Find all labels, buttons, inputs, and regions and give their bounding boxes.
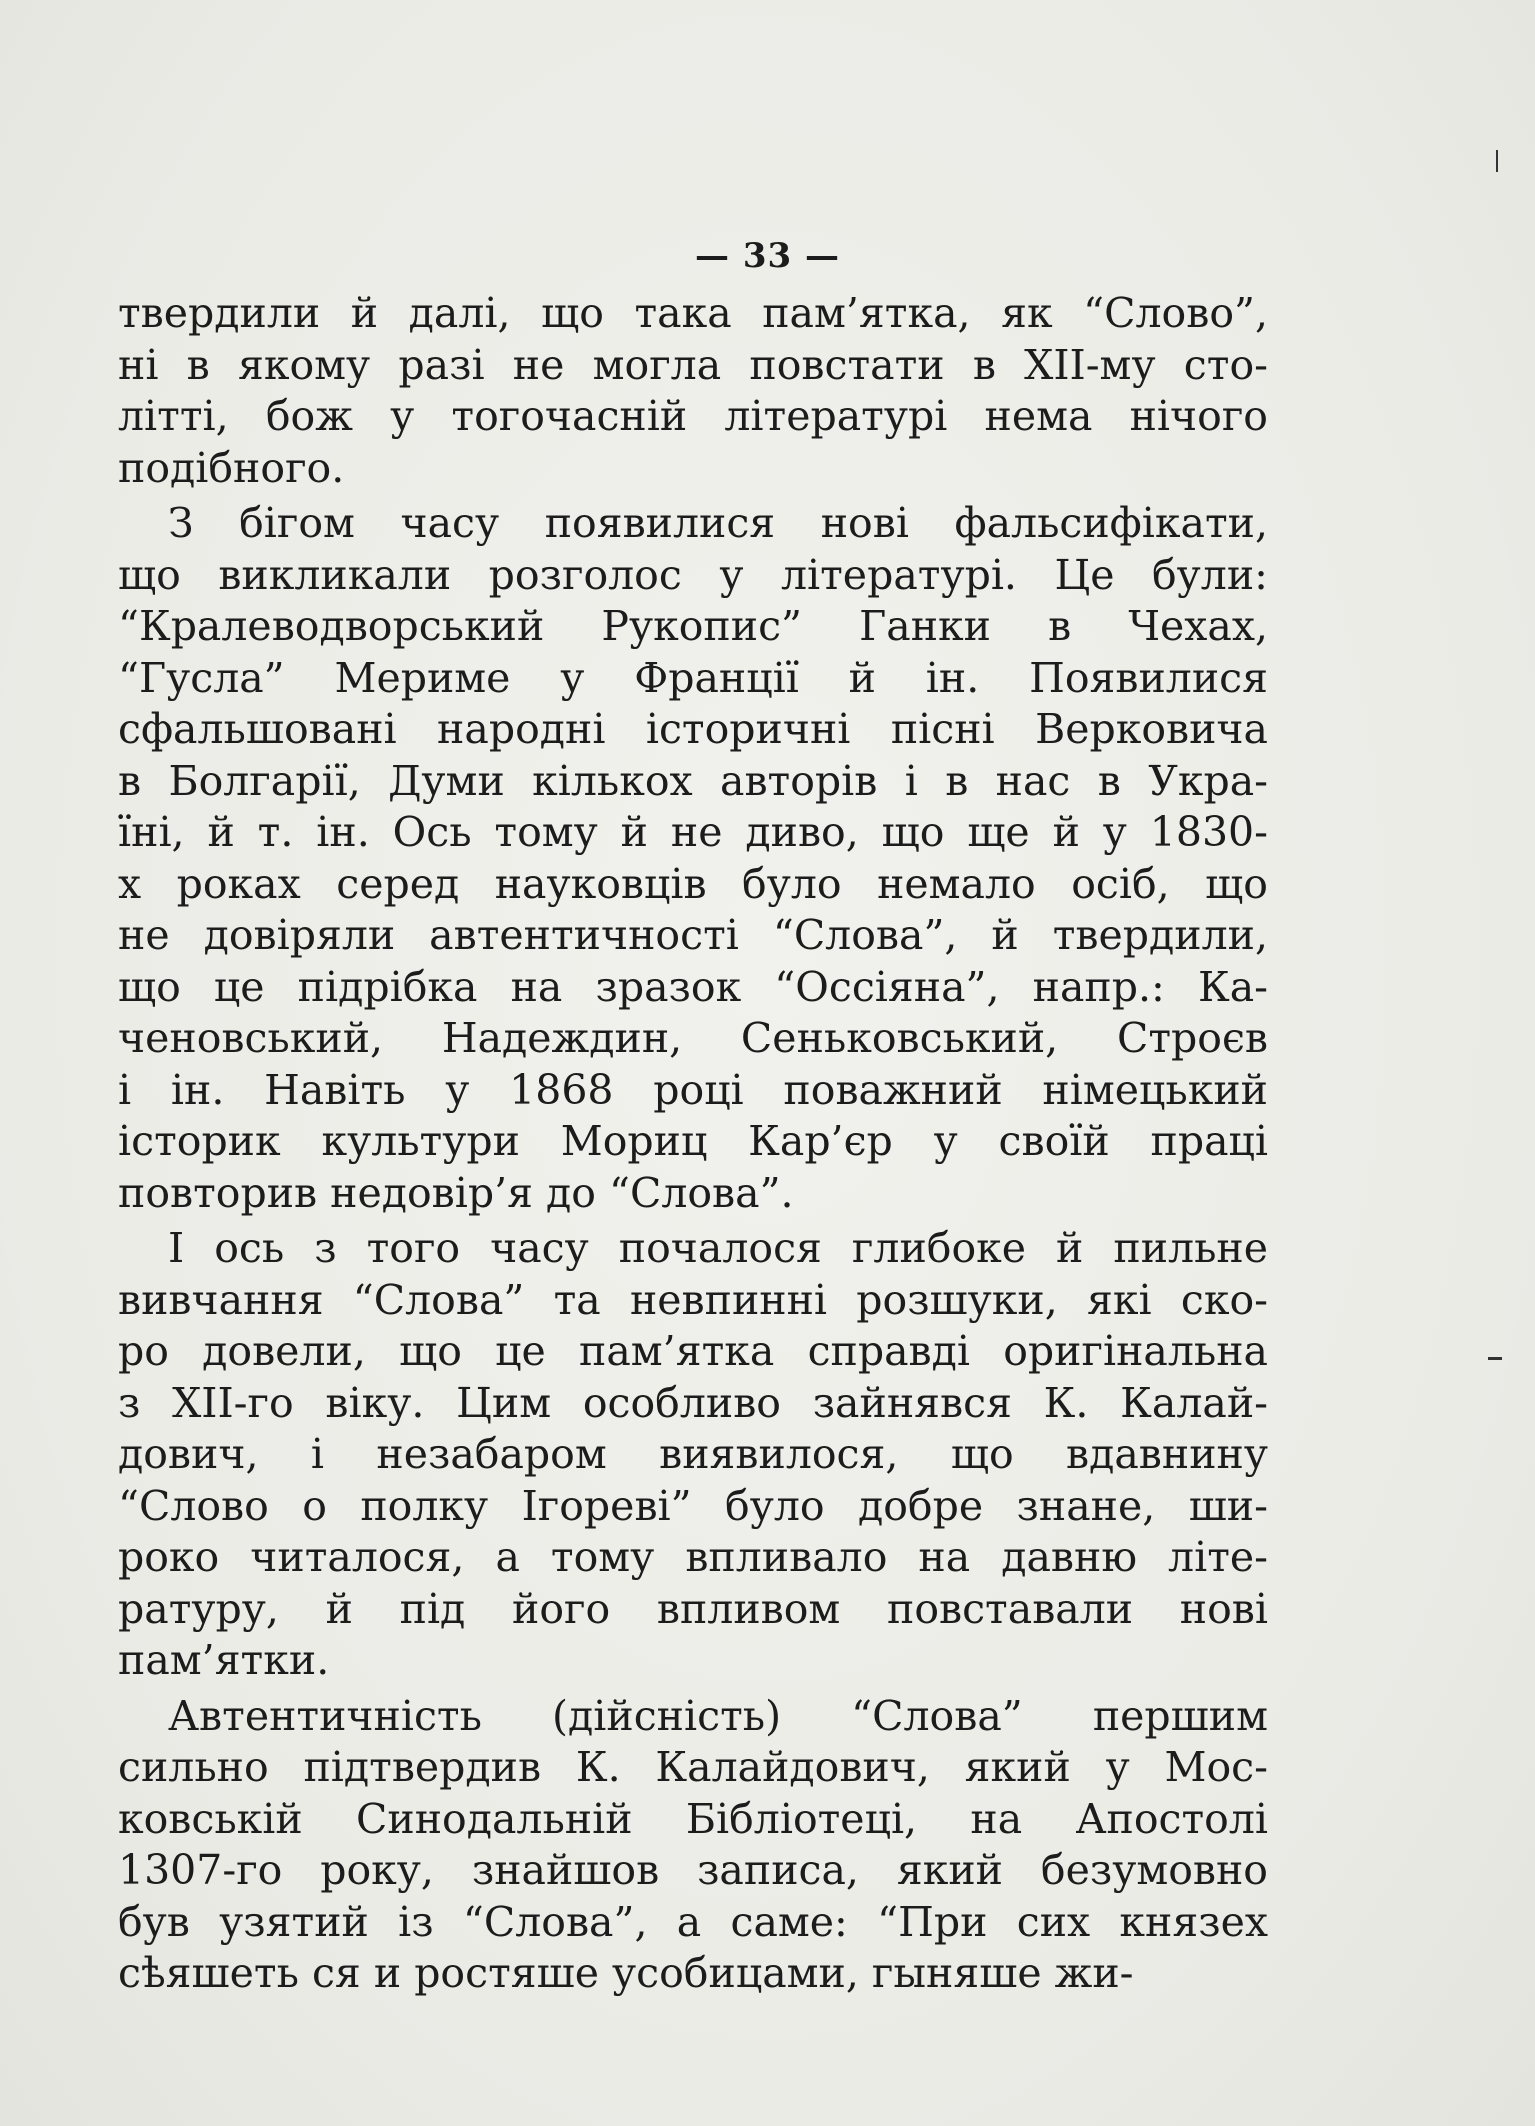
- text-line: І ось з того часу почалося глибоке й пильне: [168, 1224, 1268, 1272]
- text-line: з XII-го віку. Цим особливо зайнявся К. Калай-: [118, 1378, 1268, 1427]
- paragraph: [118, 1691, 1268, 2000]
- margin-mark: [1488, 1357, 1502, 1360]
- margin-mark: [1496, 150, 1498, 172]
- body-text: [118, 288, 1268, 2000]
- text-line: в Болгарії, Думи кількох авторів і в нас в Укра-: [118, 756, 1268, 805]
- text-line: “Кралеводворський Рукопис” Ганки в Чехах,: [118, 602, 1268, 650]
- text-line: сильно підтвердив К. Калайдович, який у Мос-: [118, 1743, 1268, 1791]
- text-line: 1307-го року, знайшов записа, який безумовно: [118, 1846, 1268, 1894]
- text-line: х роках серед науковців було немало осіб, що: [118, 859, 1268, 908]
- text-line: “Слово о полку Ігореві” було добре знане, ши-: [118, 1481, 1268, 1530]
- paragraph: [118, 1223, 1268, 1687]
- text-line: Автентичність (дійсність) “Слова” першим: [168, 1691, 1268, 1740]
- text-line: роко читалося, а тому впливало на давню літе-: [118, 1533, 1268, 1581]
- text-line: і ін. Навіть у 1868 році поважний німецький: [118, 1065, 1268, 1114]
- text-line: подібного.: [118, 443, 345, 492]
- paragraph: [118, 288, 1268, 494]
- text-line: твердили й далі, що така пам’ятка, як “Слово”,: [118, 289, 1268, 337]
- page-number: — 33 —: [695, 236, 840, 276]
- text-line: їні, й т. ін. Ось тому й не диво, що ще й у 1830-: [118, 808, 1268, 856]
- text-line: ро довели, що це пам’ятка справді оригінальна: [118, 1327, 1268, 1375]
- text-line: що це підрібка на зразок “Оссіяна”, напр.: Ка-: [118, 962, 1268, 1011]
- text-line: пам’ятки.: [118, 1636, 330, 1684]
- text-line: вивчання “Слова” та невпинні розшуки, які ско-: [118, 1275, 1268, 1324]
- text-line: був узятий із “Слова”, а саме: “При сих князех: [118, 1897, 1268, 1946]
- text-line: ні в якому разі не могла повстати в XII-му сто-: [118, 340, 1268, 389]
- text-line: ковській Синодальній Бібліотеці, на Апостолі: [118, 1794, 1268, 1843]
- text-line: сфальшовані народні історичні пісні Верковича: [118, 705, 1268, 753]
- text-line: що викликали розголос у літературі. Це були:: [118, 550, 1268, 599]
- text-line: “Гусла” Мериме у Франції й ін. Появилися: [118, 653, 1268, 702]
- text-line: не довіряли автентичності “Слова”, й твердили,: [118, 911, 1268, 959]
- text-line: повторив недовір’я до “Слова”.: [118, 1168, 794, 1217]
- text-line: З бігом часу появилися нові фальсифікати,: [168, 499, 1268, 547]
- text-line: літті, бож у тогочасній літературі нема нічого: [118, 392, 1268, 440]
- text-line: сѣяшеть ся и ростяше усобицами, гыняше жи-: [118, 1949, 1134, 1997]
- text-line: ченовський, Надеждин, Сеньковський, Строєв: [118, 1014, 1268, 1062]
- text-line: ратуру, й під його впливом повставали нові: [118, 1584, 1268, 1633]
- text-line: історик культури Мориц Кар’єр у своїй праці: [118, 1117, 1268, 1165]
- paragraph: [118, 498, 1268, 1219]
- text-line: дович, і незабаром виявилося, що вдавнину: [118, 1430, 1268, 1478]
